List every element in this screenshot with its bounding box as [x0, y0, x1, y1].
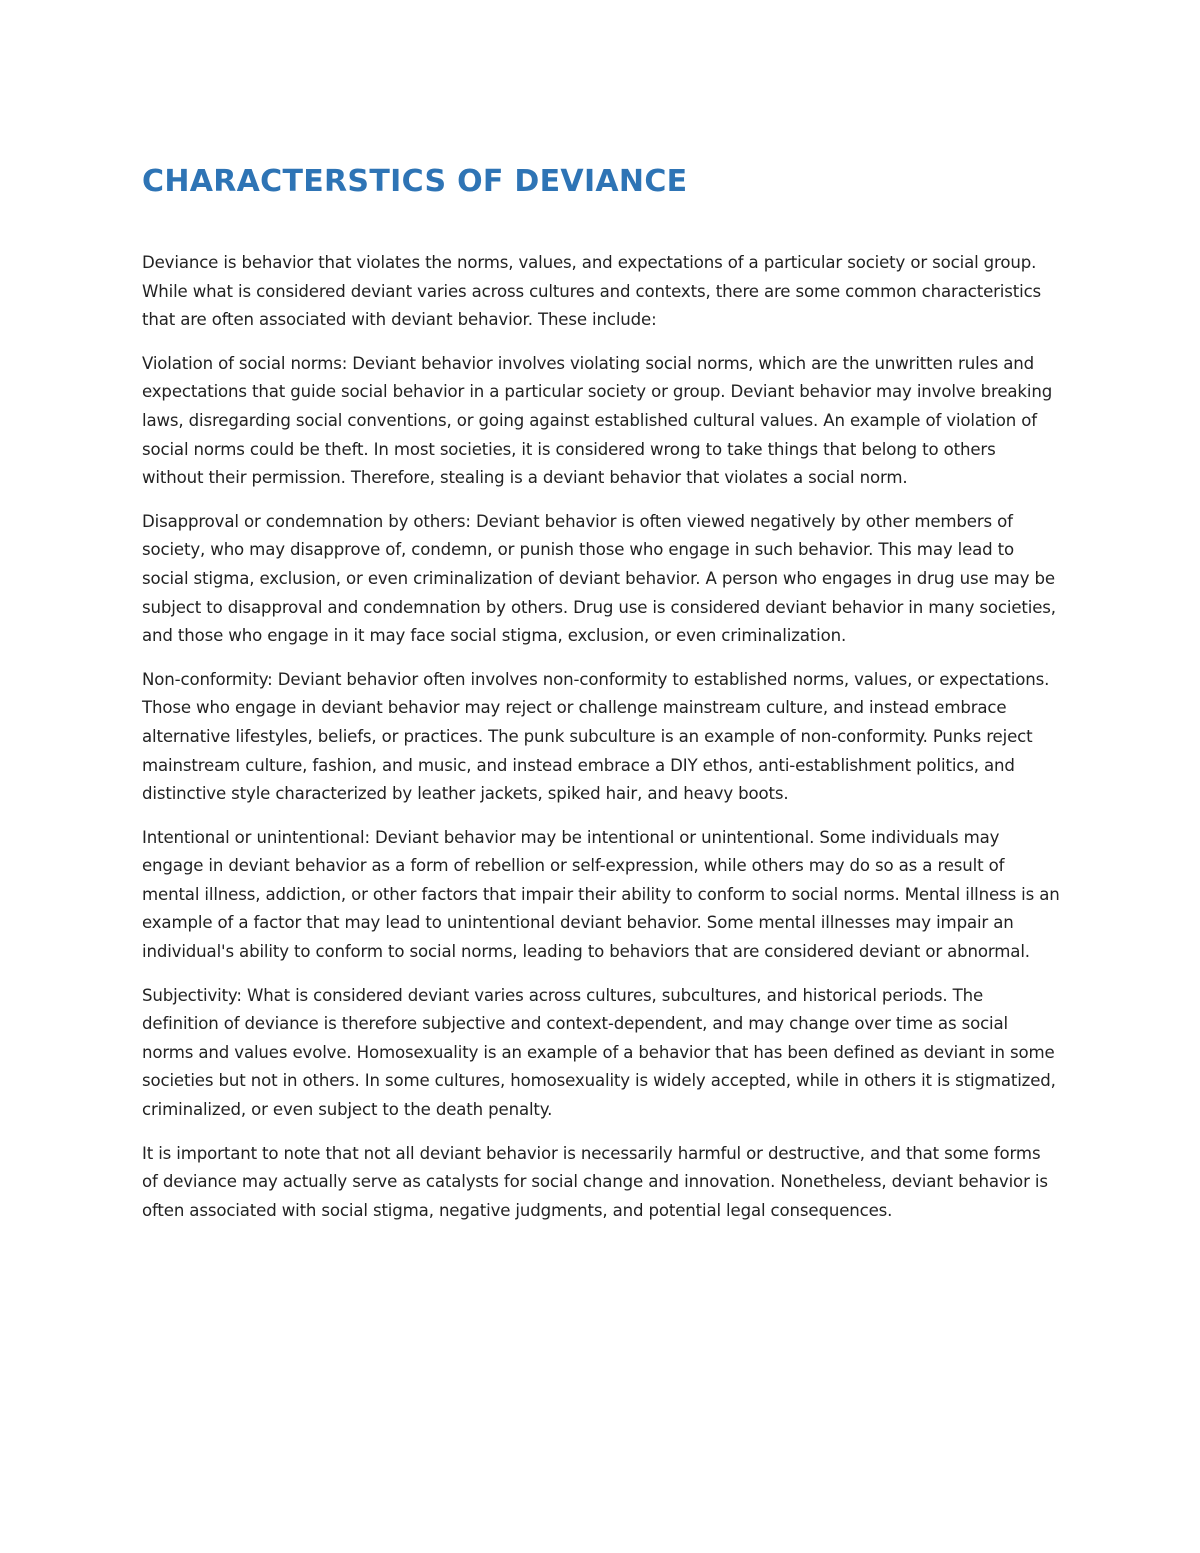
paragraph-intentional-or-unintentional: Intentional or unintentional: Deviant behavior may be intentional or unintentional. Some individuals may engage in deviant behavior as a form of rebellion or self-expression, while others may do so as a result of mental illness, addiction, or other factors that impair their ability to conform to social norms. Mental illness is an example of a factor that may lead to unintentional deviant behavior. Some mental illnesses may impair an individual's ability to conform to social norms, leading to behaviors that are considered deviant or abnormal. — [142, 827, 1060, 962]
intro-paragraph: Deviance is behavior that violates the norms, values, and expectations of a particular society or social group. While what is considered deviant varies across cultures and contexts, there are some common characteristics that are often associated with deviant behavior. These include: — [142, 253, 1042, 330]
document-title: CHARACTERSTICS OF DEVIANCE — [142, 164, 688, 199]
document-content — [142, 162, 1060, 1240]
document-body — [142, 249, 1060, 1225]
conclusion-paragraph: It is important to note that not all deviant behavior is necessarily harmful or destructive, and that some forms of deviance may actually serve as catalysts for social change and innovation. Nonetheless, deviant behavior is often associated with social stigma, negative judgments, and potential legal consequences. — [142, 1143, 1048, 1220]
paragraph-violation-of-social-norms: Violation of social norms: Deviant behavior involves violating social norms, which are the unwritten rules and expectations that guide social behavior in a particular society or group. Deviant behavior may involve breaking laws, disregarding social conventions, or going against established cultural values. An example of violation of social norms could be theft. In most societies, it is considered wrong to take things that belong to others without their permission. Therefore, stealing is a deviant behavior that violates a social norm. — [142, 353, 1053, 488]
paragraph-subjectivity: Subjectivity: What is considered deviant varies across cultures, subcultures, and historical periods. The definition of deviance is therefore subjective and context-dependent, and may change over time as social norms and values evolve. Homosexuality is an example of a behavior that has been defined as deviant in some societies but not in others. In some cultures, homosexuality is widely accepted, while in others it is stigmatized, criminalized, or even subject to the death penalty. — [142, 985, 1056, 1120]
paragraph-disapproval-or-condemnation: Disapproval or condemnation by others: Deviant behavior is often viewed negatively by other members of society, who may disapprove of, condemn, or punish those who engage in such behavior. This may lead to social stigma, exclusion, or even criminalization of deviant behavior. A person who engages in drug use may be subject to disapproval and condemnation by others. Drug use is considered deviant behavior in many societies, and those who engage in it may face social stigma, exclusion, or even criminalization. — [142, 511, 1056, 646]
paragraph-non-conformity: Non-conformity: Deviant behavior often involves non-conformity to established norms, values, or expectations. Those who engage in deviant behavior may reject or challenge mainstream culture, and instead embrace alternative lifestyles, beliefs, or practices. The punk subculture is an example of non-conformity. Punks reject mainstream culture, fashion, and music, and instead embrace a DIY ethos, anti-establishment politics, and distinctive style characterized by leather jackets, spiked hair, and heavy boots. — [142, 669, 1050, 804]
